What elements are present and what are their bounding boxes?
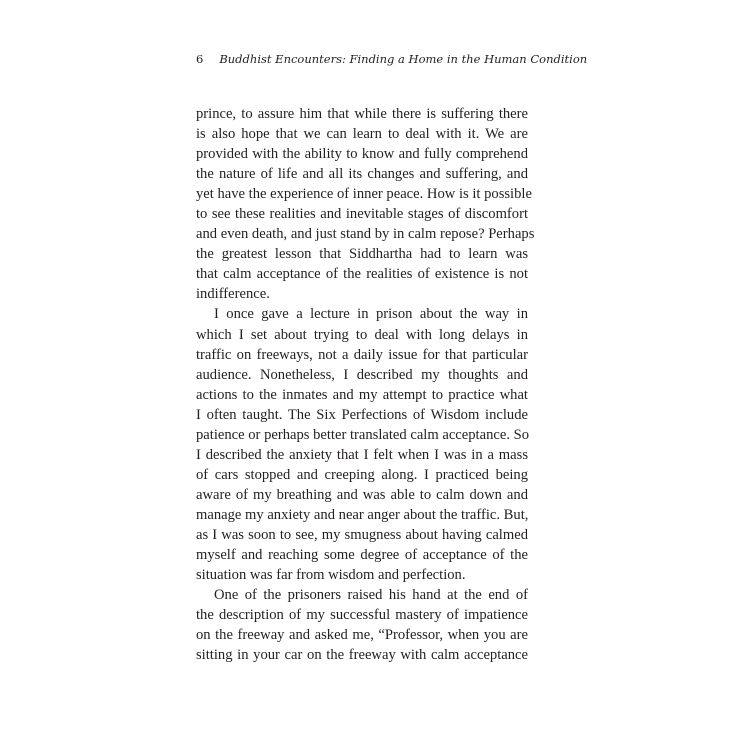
- body-text: [196, 104, 535, 665]
- text-line: to see these realities and inevitable stages of discomfort: [196, 206, 528, 223]
- text-line: One of the prisoners raised his hand at the end of: [214, 587, 528, 604]
- text-line: of cars stopped and creeping along. I practiced being: [196, 466, 528, 483]
- paragraph-1: [196, 104, 535, 304]
- text-line: actions to the inmates and my attempt to practice what: [196, 386, 528, 403]
- text-line: myself and reaching some degree of acceptance of the: [196, 547, 528, 564]
- page-number: 6: [196, 52, 204, 66]
- text-line: traffic on freeways, not a daily issue for that particular: [196, 346, 528, 363]
- text-line: which I set about trying to deal with long delays in: [196, 326, 528, 343]
- text-line: prince, to assure him that while there is suffering there: [196, 106, 528, 122]
- text-line: aware of my breathing and was able to calm down and: [196, 486, 528, 503]
- text-line: and even death, and just stand by in calm repose? Perhaps: [196, 226, 535, 243]
- text-line: I once gave a lecture in prison about the way in: [214, 306, 528, 323]
- text-line: indifference.: [196, 286, 270, 303]
- text-line: I described the anxiety that I felt when I was in a mass: [196, 446, 528, 463]
- text-line: audience. Nonetheless, I described my thoughts and: [196, 366, 528, 383]
- text-line: the nature of life and all its changes and suffering, and: [196, 166, 528, 183]
- text-line: provided with the ability to know and fully comprehend: [196, 146, 528, 163]
- text-line: is also hope that we can learn to deal with it. We are: [196, 126, 528, 143]
- paragraph-2: [196, 304, 528, 585]
- text-line: sitting in your car on the freeway with calm acceptance: [196, 647, 528, 664]
- text-line: yet have the experience of inner peace. How is it possible: [196, 186, 532, 203]
- running-head: [196, 52, 588, 66]
- text-line: the greatest lesson that Siddhartha had to learn was: [196, 246, 528, 263]
- text-line: patience or perhaps better translated calm acceptance. So: [196, 426, 530, 443]
- text-line: I often taught. The Six Perfections of Wisdom include: [196, 406, 528, 423]
- text-line: situation was far from wisdom and perfection.: [196, 567, 466, 584]
- text-line: on the freeway and asked me, “Professor, when you are: [196, 627, 528, 644]
- paragraph-3: [196, 585, 528, 665]
- text-line: manage my anxiety and near anger about the traffic. But,: [196, 506, 529, 523]
- book-title: Buddhist Encounters: Finding a Home in the Human Condition: [219, 52, 588, 66]
- text-line: as I was soon to see, my smugness about having calmed: [196, 526, 528, 543]
- text-line: the description of my successful mastery of impatience: [196, 607, 528, 624]
- text-line: that calm acceptance of the realities of existence is not: [196, 266, 528, 283]
